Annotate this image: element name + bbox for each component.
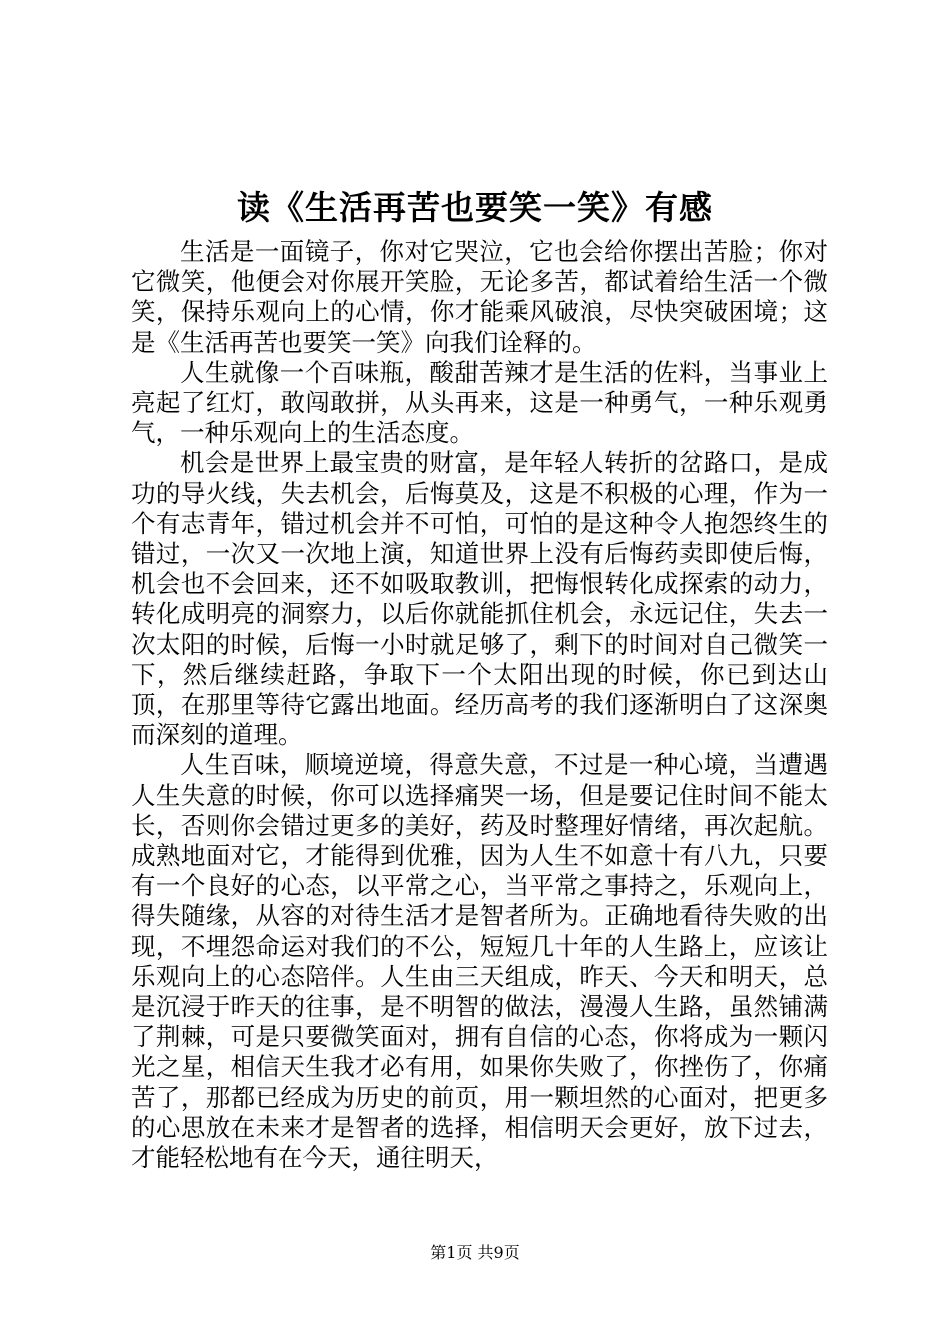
paragraph-3: 机会是世界上最宝贵的财富，是年轻人转折的岔路口，是成功的导火线，失去机会，后悔莫及，这是不积极的心理，作为一个有志青年，错过机会并不可怕，可怕的是这种令人抱怨终生的错过，一次又一次地上演，知道世界上没有后悔药卖即使后悔，机会也不会回来，还不如吸取教训，把悔恨转化成探索的动力，转化成明亮的洞察力，以后你就能抓住机会，永远记住，失去一次太阳的时候，后悔一小时就足够了，剩下的时间对自己微笑一下，然后继续赶路，争取下一个太阳出现的时候，你已到达山顶，在那里等待它露出地面。经历高考的我们逐渐明白了这深奥而深刻的道理。 (131, 448, 828, 750)
paragraph-4: 人生百味，顺境逆境，得意失意，不过是一种心境，当遭遇人生失意的时候，你可以选择痛哭一场，但是要记住时间不能太长，否则你会错过更多的美好，药及时整理好情绪，再次起航。成熟地面对它，才能得到优雅，因为人生不如意十有八九，只要有一个良好的心态，以平常之心，当平常之事持之，乐观向上，得失随缘，从容的对待生活才是智者所为。正确地看待失败的出现，不埋怨命运对我们的不公，短短几十年的人生路上，应该让乐观向上的心态陪伴。人生由三天组成，昨天、今天和明天，总是沉浸于昨天的往事，是不明智的做法，漫漫人生路，虽然铺满了荆棘，可是只要微笑面对，拥有自信的心态，你将成为一颗闪光之星，相信天生我才必有用，如果你失败了，你挫伤了，你痛苦了，那都已经成为历史的前页，用一颗坦然的心面对，把更多的心思放在未来才是智者的选择，相信明天会更好，放下过去，才能轻松地有在今天，通往明天， (131, 750, 828, 1173)
paragraph-2: 人生就像一个百味瓶，酸甜苦辣才是生活的佐料，当事业上亮起了红灯，敢闯敢拼，从头再来，这是一种勇气，一种乐观勇气，一种乐观向上的生活态度。 (131, 357, 828, 448)
page-footer: 第1页 共9页 (430, 1243, 520, 1262)
document-title: 读《生活再苦也要笑一笑》有感 (237, 188, 713, 227)
document-body (131, 237, 828, 1173)
paragraph-1: 生活是一面镜子，你对它哭泣，它也会给你摆出苦脸；你对它微笑，他便会对你展开笑脸，无论多苦，都试着给生活一个微笑，保持乐观向上的心情，你才能乘风破浪，尽快突破困境；这是《生活再苦也要笑一笑》向我们诠释的。 (131, 237, 828, 357)
